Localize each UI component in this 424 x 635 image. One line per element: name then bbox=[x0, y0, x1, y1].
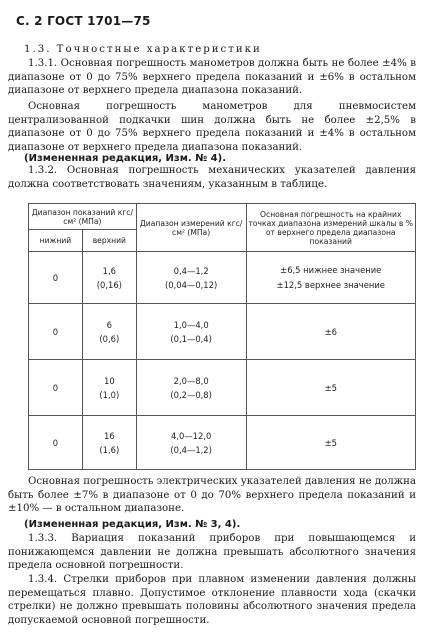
table-row bbox=[29, 252, 416, 304]
header-lower: нижний bbox=[29, 230, 83, 252]
cell-accuracy: ±6 bbox=[246, 304, 416, 360]
cell-lower: 0 bbox=[29, 416, 83, 470]
cell-measure: 2,0—8,0 (0,2—0,8) bbox=[136, 360, 246, 416]
section-title: 1.3. Точностные характеристики bbox=[24, 44, 262, 55]
paragraph-1-3-4: 1.3.4. Стрелки приборов при плавном изменении давления должны перемещаться плавно. Допустимое отклонение плавности хода (скачки стрелки) не должно превышать половины абсолютного значения предела допускаемой основной погрешности. bbox=[8, 574, 416, 626]
cell-lower: 0 bbox=[29, 360, 83, 416]
table-row bbox=[29, 304, 416, 360]
cell-upper: 1,6 (0,16) bbox=[82, 252, 136, 304]
pressure-error-table bbox=[28, 203, 416, 470]
page-header: С. 2 ГОСТ 1701—75 bbox=[16, 14, 151, 28]
cell-lower: 0 bbox=[29, 304, 83, 360]
paragraph-electric: Основная погрешность электрических указателей давления не должна быть более ±7% в диапазоне от 0 до 70% верхнего предела показаний и ±10% — в остальном диапазоне. bbox=[8, 476, 416, 515]
cell-upper: 16 (1,6) bbox=[82, 416, 136, 470]
cell-accuracy: ±6,5 нижнее значение ±12,5 верхнее значение bbox=[246, 252, 416, 304]
paragraph-1-3-3: 1.3.3. Вариация показаний приборов при повышающемся и понижающемся давлении не должна превышать абсолютного значения предела основной погрешности. bbox=[8, 533, 416, 572]
cell-measure: 4,0—12,0 (0,4—1,2) bbox=[136, 416, 246, 470]
paragraph-1-3-2: 1.3.2. Основная погрешность механических указателей давления должна соответствовать значениям, указанным в таблице. bbox=[8, 165, 416, 190]
cell-measure: 0,4—1,2 (0,04—0,12) bbox=[136, 252, 246, 304]
edit-note-2: (Измененная редакция, Изм. № 3, 4). bbox=[24, 519, 241, 530]
cell-accuracy: ±5 bbox=[246, 360, 416, 416]
cell-upper: 10 (1,0) bbox=[82, 360, 136, 416]
cell-accuracy: ±5 bbox=[246, 416, 416, 470]
table-row bbox=[29, 360, 416, 416]
header-measure: Диапазон измерений кгс/см² (МПа) bbox=[136, 204, 246, 252]
cell-measure: 1,0—4,0 (0,1—0,4) bbox=[136, 304, 246, 360]
cell-lower: 0 bbox=[29, 252, 83, 304]
edit-note-1: (Измененная редакция, Изм. № 4). bbox=[24, 153, 227, 164]
table-row bbox=[29, 416, 416, 470]
header-accuracy: Основная погрешность на крайних точках диапазона измерений шкалы в % от верхнего предела диапазона показаний bbox=[246, 204, 416, 252]
paragraph-1-3-1-b: Основная погрешность манометров для пневмосистем централизованной подкачки шин должна быть не более ±2,5% в диапазоне от 0 до 75% верхнего предела показаний и ±4% в остальном диапазоне от верхнего предела диапазона показаний. bbox=[8, 101, 416, 153]
paragraph-1-3-1-a: 1.3.1. Основная погрешность манометров должна быть не более ±4% в диапазоне от 0 до 75% верхнего предела показаний и ±6% в остальном диапазоне от верхнего предела диапазона показаний. bbox=[8, 58, 416, 97]
cell-upper: 6 (0,6) bbox=[82, 304, 136, 360]
header-range: Диапазон показаний кгс/см² (МПа) bbox=[29, 204, 137, 230]
header-upper: верхний bbox=[82, 230, 136, 252]
